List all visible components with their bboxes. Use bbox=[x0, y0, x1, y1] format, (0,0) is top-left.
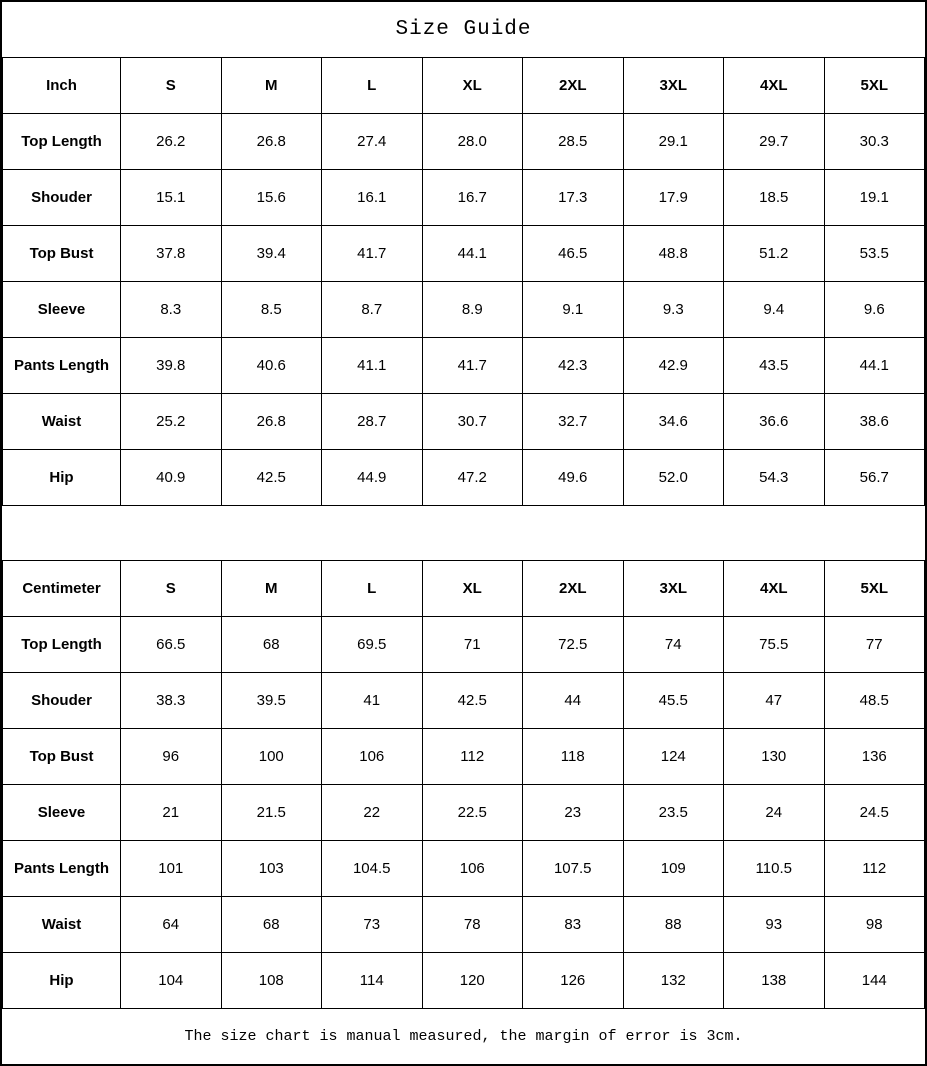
measurement-value-cell: 120 bbox=[422, 953, 523, 1009]
measurement-value-cell: 110.5 bbox=[724, 841, 825, 897]
measurement-value-cell: 52.0 bbox=[623, 450, 724, 506]
measurement-row-label: Hip bbox=[3, 953, 121, 1009]
measurement-value-cell: 108 bbox=[221, 953, 322, 1009]
measurement-row-label: Waist bbox=[3, 394, 121, 450]
measurement-value-cell: 22 bbox=[322, 785, 423, 841]
measurement-value-cell: 18.5 bbox=[724, 170, 825, 226]
measurement-value-cell: 78 bbox=[422, 897, 523, 953]
measurement-value-cell: 8.3 bbox=[121, 282, 222, 338]
measurement-value-cell: 44.9 bbox=[322, 450, 423, 506]
size-column-header: M bbox=[221, 58, 322, 114]
page-title: Size Guide bbox=[395, 18, 532, 41]
measurement-value-cell: 47 bbox=[724, 673, 825, 729]
measurement-value-cell: 41.7 bbox=[422, 338, 523, 394]
measurement-value-cell: 16.7 bbox=[422, 170, 523, 226]
measurement-row-label: Hip bbox=[3, 450, 121, 506]
measurement-row-label: Shouder bbox=[3, 170, 121, 226]
measurement-value-cell: 54.3 bbox=[724, 450, 825, 506]
measurement-value-cell: 38.3 bbox=[121, 673, 222, 729]
measurement-value-cell: 41.1 bbox=[322, 338, 423, 394]
measurement-value-cell: 21.5 bbox=[221, 785, 322, 841]
measurement-value-cell: 40.6 bbox=[221, 338, 322, 394]
centimeter-header-row bbox=[3, 561, 925, 617]
size-column-header: 5XL bbox=[824, 561, 925, 617]
measurement-value-cell: 39.5 bbox=[221, 673, 322, 729]
measurement-value-cell: 9.4 bbox=[724, 282, 825, 338]
unit-header: Inch bbox=[3, 58, 121, 114]
measurement-row bbox=[3, 897, 925, 953]
measurement-value-cell: 118 bbox=[523, 729, 624, 785]
measurement-value-cell: 28.7 bbox=[322, 394, 423, 450]
measurement-value-cell: 38.6 bbox=[824, 394, 925, 450]
measurement-value-cell: 9.1 bbox=[523, 282, 624, 338]
measurement-value-cell: 26.8 bbox=[221, 394, 322, 450]
measurement-row-label: Top Bust bbox=[3, 226, 121, 282]
measurement-value-cell: 41.7 bbox=[322, 226, 423, 282]
size-column-header: 2XL bbox=[523, 58, 624, 114]
measurement-value-cell: 44.1 bbox=[422, 226, 523, 282]
measurement-row bbox=[3, 617, 925, 673]
measurement-value-cell: 9.6 bbox=[824, 282, 925, 338]
inch-header-row bbox=[3, 58, 925, 114]
measurement-value-cell: 103 bbox=[221, 841, 322, 897]
measurement-value-cell: 114 bbox=[322, 953, 423, 1009]
measurement-value-cell: 9.3 bbox=[623, 282, 724, 338]
inch-size-table bbox=[2, 57, 925, 506]
measurement-value-cell: 42.3 bbox=[523, 338, 624, 394]
measurement-value-cell: 37.8 bbox=[121, 226, 222, 282]
measurement-value-cell: 68 bbox=[221, 617, 322, 673]
measurement-value-cell: 51.2 bbox=[724, 226, 825, 282]
measurement-value-cell: 42.5 bbox=[422, 673, 523, 729]
size-column-header: 3XL bbox=[623, 58, 724, 114]
measurement-value-cell: 27.4 bbox=[322, 114, 423, 170]
measurement-value-cell: 8.9 bbox=[422, 282, 523, 338]
measurement-value-cell: 74 bbox=[623, 617, 724, 673]
measurement-value-cell: 53.5 bbox=[824, 226, 925, 282]
size-column-header: 4XL bbox=[724, 561, 825, 617]
measurement-value-cell: 24 bbox=[724, 785, 825, 841]
measurement-value-cell: 39.4 bbox=[221, 226, 322, 282]
measurement-value-cell: 112 bbox=[422, 729, 523, 785]
footer-row bbox=[2, 1009, 925, 1064]
measurement-value-cell: 40.9 bbox=[121, 450, 222, 506]
measurement-value-cell: 88 bbox=[623, 897, 724, 953]
measurement-row-label: Sleeve bbox=[3, 282, 121, 338]
measurement-value-cell: 48.8 bbox=[623, 226, 724, 282]
measurement-row bbox=[3, 226, 925, 282]
size-column-header: S bbox=[121, 58, 222, 114]
measurement-value-cell: 136 bbox=[824, 729, 925, 785]
measurement-value-cell: 28.0 bbox=[422, 114, 523, 170]
measurement-value-cell: 130 bbox=[724, 729, 825, 785]
measurement-row bbox=[3, 282, 925, 338]
measurement-value-cell: 39.8 bbox=[121, 338, 222, 394]
measurement-row-label: Pants Length bbox=[3, 841, 121, 897]
measurement-value-cell: 112 bbox=[824, 841, 925, 897]
title-row bbox=[2, 2, 925, 57]
size-column-header: M bbox=[221, 561, 322, 617]
measurement-value-cell: 44.1 bbox=[824, 338, 925, 394]
measurement-value-cell: 73 bbox=[322, 897, 423, 953]
size-column-header: XL bbox=[422, 58, 523, 114]
measurement-row-label: Sleeve bbox=[3, 785, 121, 841]
measurement-value-cell: 15.6 bbox=[221, 170, 322, 226]
measurement-value-cell: 42.5 bbox=[221, 450, 322, 506]
size-column-header: S bbox=[121, 561, 222, 617]
measurement-value-cell: 44 bbox=[523, 673, 624, 729]
measurement-value-cell: 100 bbox=[221, 729, 322, 785]
measurement-value-cell: 98 bbox=[824, 897, 925, 953]
measurement-value-cell: 47.2 bbox=[422, 450, 523, 506]
measurement-value-cell: 19.1 bbox=[824, 170, 925, 226]
measurement-row-label: Waist bbox=[3, 897, 121, 953]
measurement-value-cell: 25.2 bbox=[121, 394, 222, 450]
measurement-value-cell: 34.6 bbox=[623, 394, 724, 450]
measurement-value-cell: 30.3 bbox=[824, 114, 925, 170]
measurement-row bbox=[3, 338, 925, 394]
measurement-value-cell: 17.3 bbox=[523, 170, 624, 226]
unit-header: Centimeter bbox=[3, 561, 121, 617]
measurement-value-cell: 32.7 bbox=[523, 394, 624, 450]
measurement-value-cell: 96 bbox=[121, 729, 222, 785]
footer-note: The size chart is manual measured, the margin of error is 3cm. bbox=[184, 1028, 743, 1045]
measurement-value-cell: 77 bbox=[824, 617, 925, 673]
measurement-value-cell: 71 bbox=[422, 617, 523, 673]
measurement-row-label: Top Length bbox=[3, 114, 121, 170]
measurement-value-cell: 24.5 bbox=[824, 785, 925, 841]
measurement-row-label: Top Length bbox=[3, 617, 121, 673]
measurement-row-label: Pants Length bbox=[3, 338, 121, 394]
measurement-value-cell: 36.6 bbox=[724, 394, 825, 450]
measurement-value-cell: 107.5 bbox=[523, 841, 624, 897]
measurement-value-cell: 8.7 bbox=[322, 282, 423, 338]
measurement-value-cell: 30.7 bbox=[422, 394, 523, 450]
measurement-value-cell: 138 bbox=[724, 953, 825, 1009]
measurement-value-cell: 75.5 bbox=[724, 617, 825, 673]
measurement-value-cell: 23 bbox=[523, 785, 624, 841]
size-column-header: 3XL bbox=[623, 561, 724, 617]
measurement-value-cell: 29.7 bbox=[724, 114, 825, 170]
table-gap bbox=[2, 506, 925, 560]
measurement-value-cell: 83 bbox=[523, 897, 624, 953]
measurement-row bbox=[3, 673, 925, 729]
measurement-value-cell: 66.5 bbox=[121, 617, 222, 673]
measurement-value-cell: 46.5 bbox=[523, 226, 624, 282]
measurement-value-cell: 49.6 bbox=[523, 450, 624, 506]
measurement-value-cell: 43.5 bbox=[724, 338, 825, 394]
measurement-value-cell: 101 bbox=[121, 841, 222, 897]
measurement-value-cell: 132 bbox=[623, 953, 724, 1009]
measurement-value-cell: 106 bbox=[322, 729, 423, 785]
measurement-value-cell: 48.5 bbox=[824, 673, 925, 729]
measurement-value-cell: 144 bbox=[824, 953, 925, 1009]
measurement-row bbox=[3, 170, 925, 226]
measurement-value-cell: 72.5 bbox=[523, 617, 624, 673]
measurement-value-cell: 23.5 bbox=[623, 785, 724, 841]
measurement-value-cell: 22.5 bbox=[422, 785, 523, 841]
measurement-row bbox=[3, 394, 925, 450]
measurement-value-cell: 126 bbox=[523, 953, 624, 1009]
measurement-value-cell: 41 bbox=[322, 673, 423, 729]
measurement-value-cell: 104.5 bbox=[322, 841, 423, 897]
measurement-row-label: Shouder bbox=[3, 673, 121, 729]
measurement-value-cell: 26.8 bbox=[221, 114, 322, 170]
measurement-row-label: Top Bust bbox=[3, 729, 121, 785]
measurement-value-cell: 17.9 bbox=[623, 170, 724, 226]
measurement-row bbox=[3, 729, 925, 785]
size-column-header: L bbox=[322, 58, 423, 114]
measurement-value-cell: 42.9 bbox=[623, 338, 724, 394]
measurement-value-cell: 93 bbox=[724, 897, 825, 953]
measurement-value-cell: 109 bbox=[623, 841, 724, 897]
size-column-header: 2XL bbox=[523, 561, 624, 617]
measurement-value-cell: 104 bbox=[121, 953, 222, 1009]
measurement-value-cell: 45.5 bbox=[623, 673, 724, 729]
measurement-row bbox=[3, 785, 925, 841]
size-column-header: L bbox=[322, 561, 423, 617]
measurement-row bbox=[3, 841, 925, 897]
centimeter-size-table bbox=[2, 560, 925, 1009]
measurement-value-cell: 21 bbox=[121, 785, 222, 841]
size-column-header: 4XL bbox=[724, 58, 825, 114]
measurement-value-cell: 56.7 bbox=[824, 450, 925, 506]
size-column-header: XL bbox=[422, 561, 523, 617]
measurement-row bbox=[3, 953, 925, 1009]
measurement-value-cell: 15.1 bbox=[121, 170, 222, 226]
measurement-value-cell: 106 bbox=[422, 841, 523, 897]
measurement-value-cell: 26.2 bbox=[121, 114, 222, 170]
measurement-value-cell: 29.1 bbox=[623, 114, 724, 170]
measurement-value-cell: 69.5 bbox=[322, 617, 423, 673]
measurement-value-cell: 28.5 bbox=[523, 114, 624, 170]
measurement-row bbox=[3, 450, 925, 506]
measurement-value-cell: 64 bbox=[121, 897, 222, 953]
measurement-row bbox=[3, 114, 925, 170]
measurement-value-cell: 16.1 bbox=[322, 170, 423, 226]
measurement-value-cell: 124 bbox=[623, 729, 724, 785]
size-column-header: 5XL bbox=[824, 58, 925, 114]
measurement-value-cell: 8.5 bbox=[221, 282, 322, 338]
measurement-value-cell: 68 bbox=[221, 897, 322, 953]
